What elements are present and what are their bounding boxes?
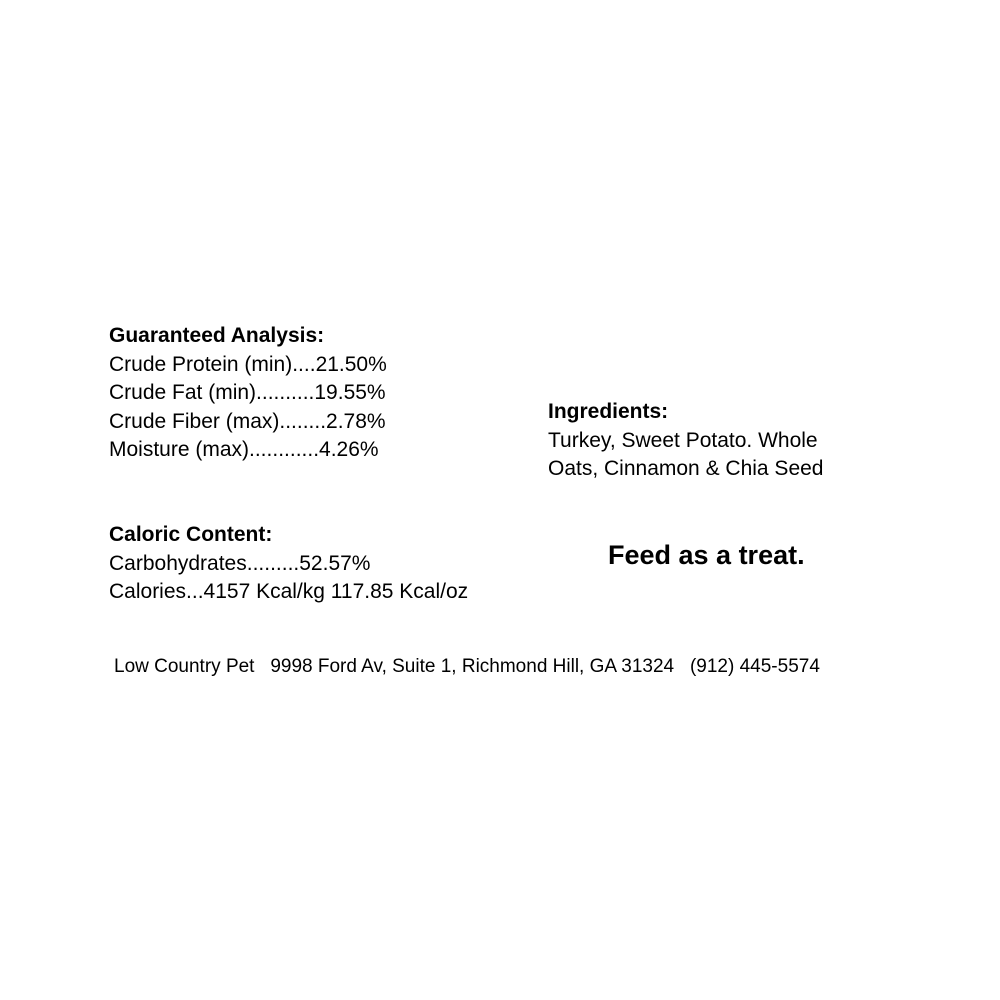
feeding-note: Feed as a treat. [608,540,805,570]
company-address: 9998 Ford Av, Suite 1, Richmond Hill, GA 31324 [270,656,675,677]
ingredients-line: Turkey, Sweet Potato. Whole [548,428,818,452]
guaranteed-analysis-section [109,322,387,465]
company-name: Low Country Pet [114,656,255,677]
company-phone: (912) 445-5574 [689,656,820,677]
guaranteed-analysis-heading: Guaranteed Analysis: [109,324,325,347]
ingredients-heading: Ingredients: [548,400,669,423]
caloric-line-carbohydrates: Carbohydrates.........52.57% [109,551,371,575]
ingredients-section [548,398,823,484]
caloric-content-section [109,521,468,607]
analysis-line-fat: Crude Fat (min)..........19.55% [109,381,386,405]
company-footer [114,656,820,678]
caloric-line-calories: Calories...4157 Kcal/kg 117.85 Kcal/oz [109,580,469,604]
analysis-line-protein: Crude Protein (min)....21.50% [109,352,387,376]
analysis-line-fiber: Crude Fiber (max)........2.78% [109,409,386,433]
ingredients-line: Oats, Cinnamon & Chia Seed [548,457,824,481]
analysis-line-moisture: Moisture (max)............4.26% [109,438,379,462]
caloric-content-heading: Caloric Content: [109,523,273,546]
